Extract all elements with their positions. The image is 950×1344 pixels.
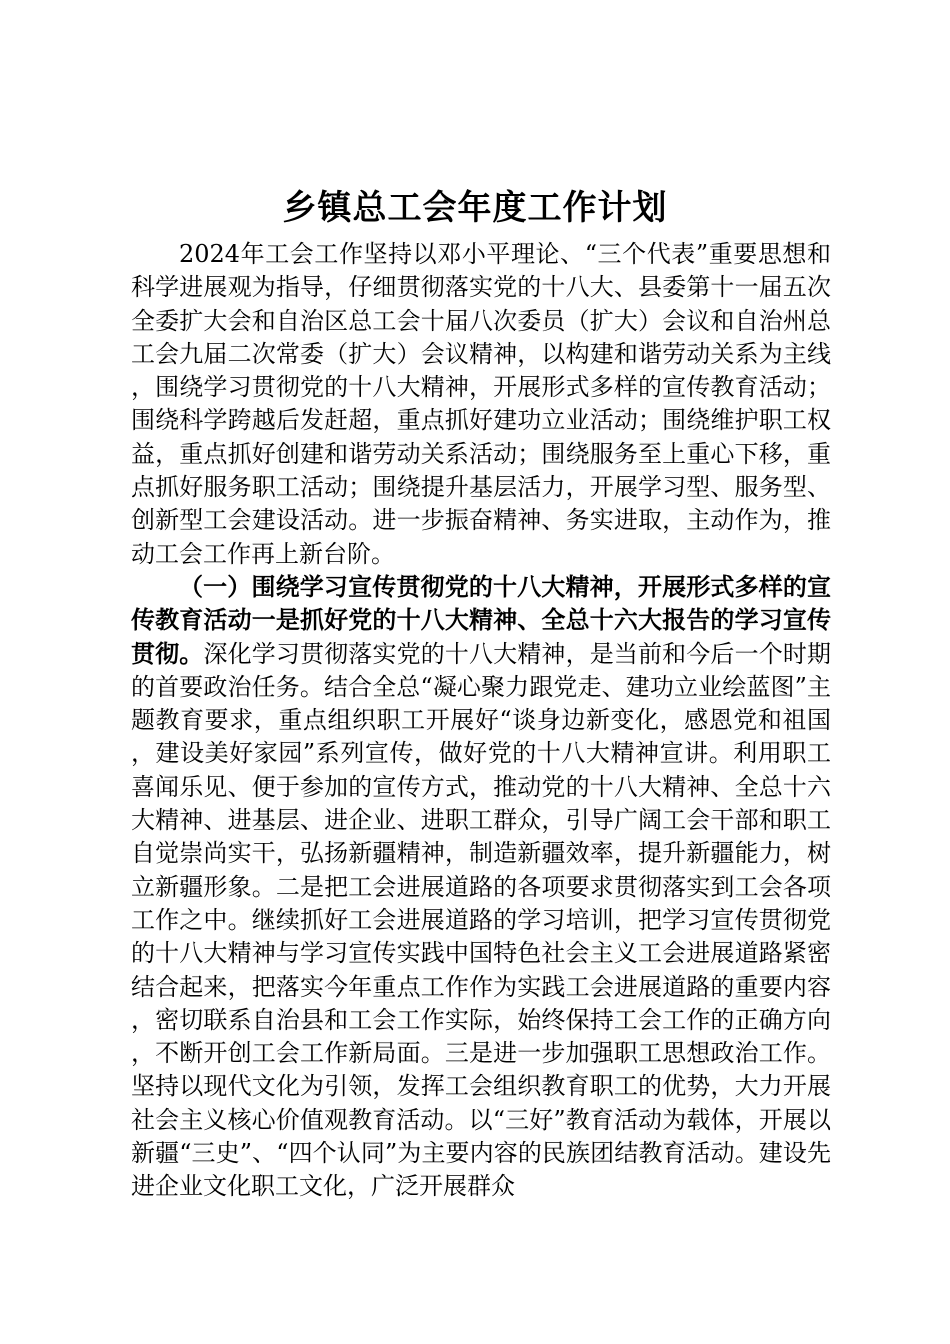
document-title: 乡镇总工会年度工作计划 [282, 188, 668, 228]
document-body [131, 238, 831, 1204]
intro-paragraph [131, 238, 831, 571]
section-one-heading: （一）围绕学习宣传贯彻党的十八大精神，开展形式多样的宣传教育活动一是抓好党的十八大精神、全总十六大报告的学习宣传贯彻。 [131, 572, 831, 668]
section-one-text: 深化学习贯彻落实党的十八大精神，是当前和今后一个时期的首要政治任务。结合全总“凝心聚力跟党走、建功立业绘蓝图”主题教育要求，重点组织职工开展好“谈身边新变化，感恩党和祖国，建设美好家园”系列宣传，做好党的十八大精神宣讲。利用职工喜闻乐见、便于参加的宣传方式，推动党的十八大精神、全总十六大精神、进基层、进企业、进职工群众，引导广阔工会干部和职工自觉崇尚实干，弘扬新疆精神，制造新疆效率，提升新疆能力，树立新疆形象。二是把工会进展道路的各项要求贯彻落实到工会各项工作之中。继续抓好工会进展道路的学习培训，把学习宣传贯彻党的十八大精神与学习宣传实践中国特色社会主义工会进展道路紧密结合起来，把落实今年重点工作作为实践工会进展道路的重要内容，密切联系自治县和工会工作实际，始终保持工会工作的正确方向，不断开创工会工作新局面。三是进一步加强职工思想政治工作。坚持以现代文化为引领，发挥工会组织教育职工的优势，大力开展社会主义核心价值观教育活动。以“三好”教育活动为载体，开展以新疆“三史”、“四个认同”为主要内容的民族团结教育活动。建设先进企业文化职工文化，广泛开展群众 [131, 639, 832, 1201]
section-one-paragraph [131, 571, 831, 1204]
intro-paragraph-text: 2024年工会工作坚持以邓小平理论、“三个代表”重要思想和科学进展观为指导，仔细贯彻落实党的十八大、县委第十一届五次全委扩大会和自治区总工会十届八次委员（扩大）会议和自治州总工会九届二次常委（扩大）会议精神，以构建和谐劳动关系为主线，围绕学习贯彻党的十八大精神，开展形式多样的宣传教育活动；围绕科学跨越后发赶超，重点抓好建功立业活动；围绕维护职工权益，重点抓好创建和谐劳动关系活动；围绕服务至上重心下移，重点抓好服务职工活动；围绕提升基层活力，开展学习型、服务型、创新型工会建设活动。进一步振奋精神、务实进取，主动作为，推动工会工作再上新台阶。 [131, 240, 831, 568]
